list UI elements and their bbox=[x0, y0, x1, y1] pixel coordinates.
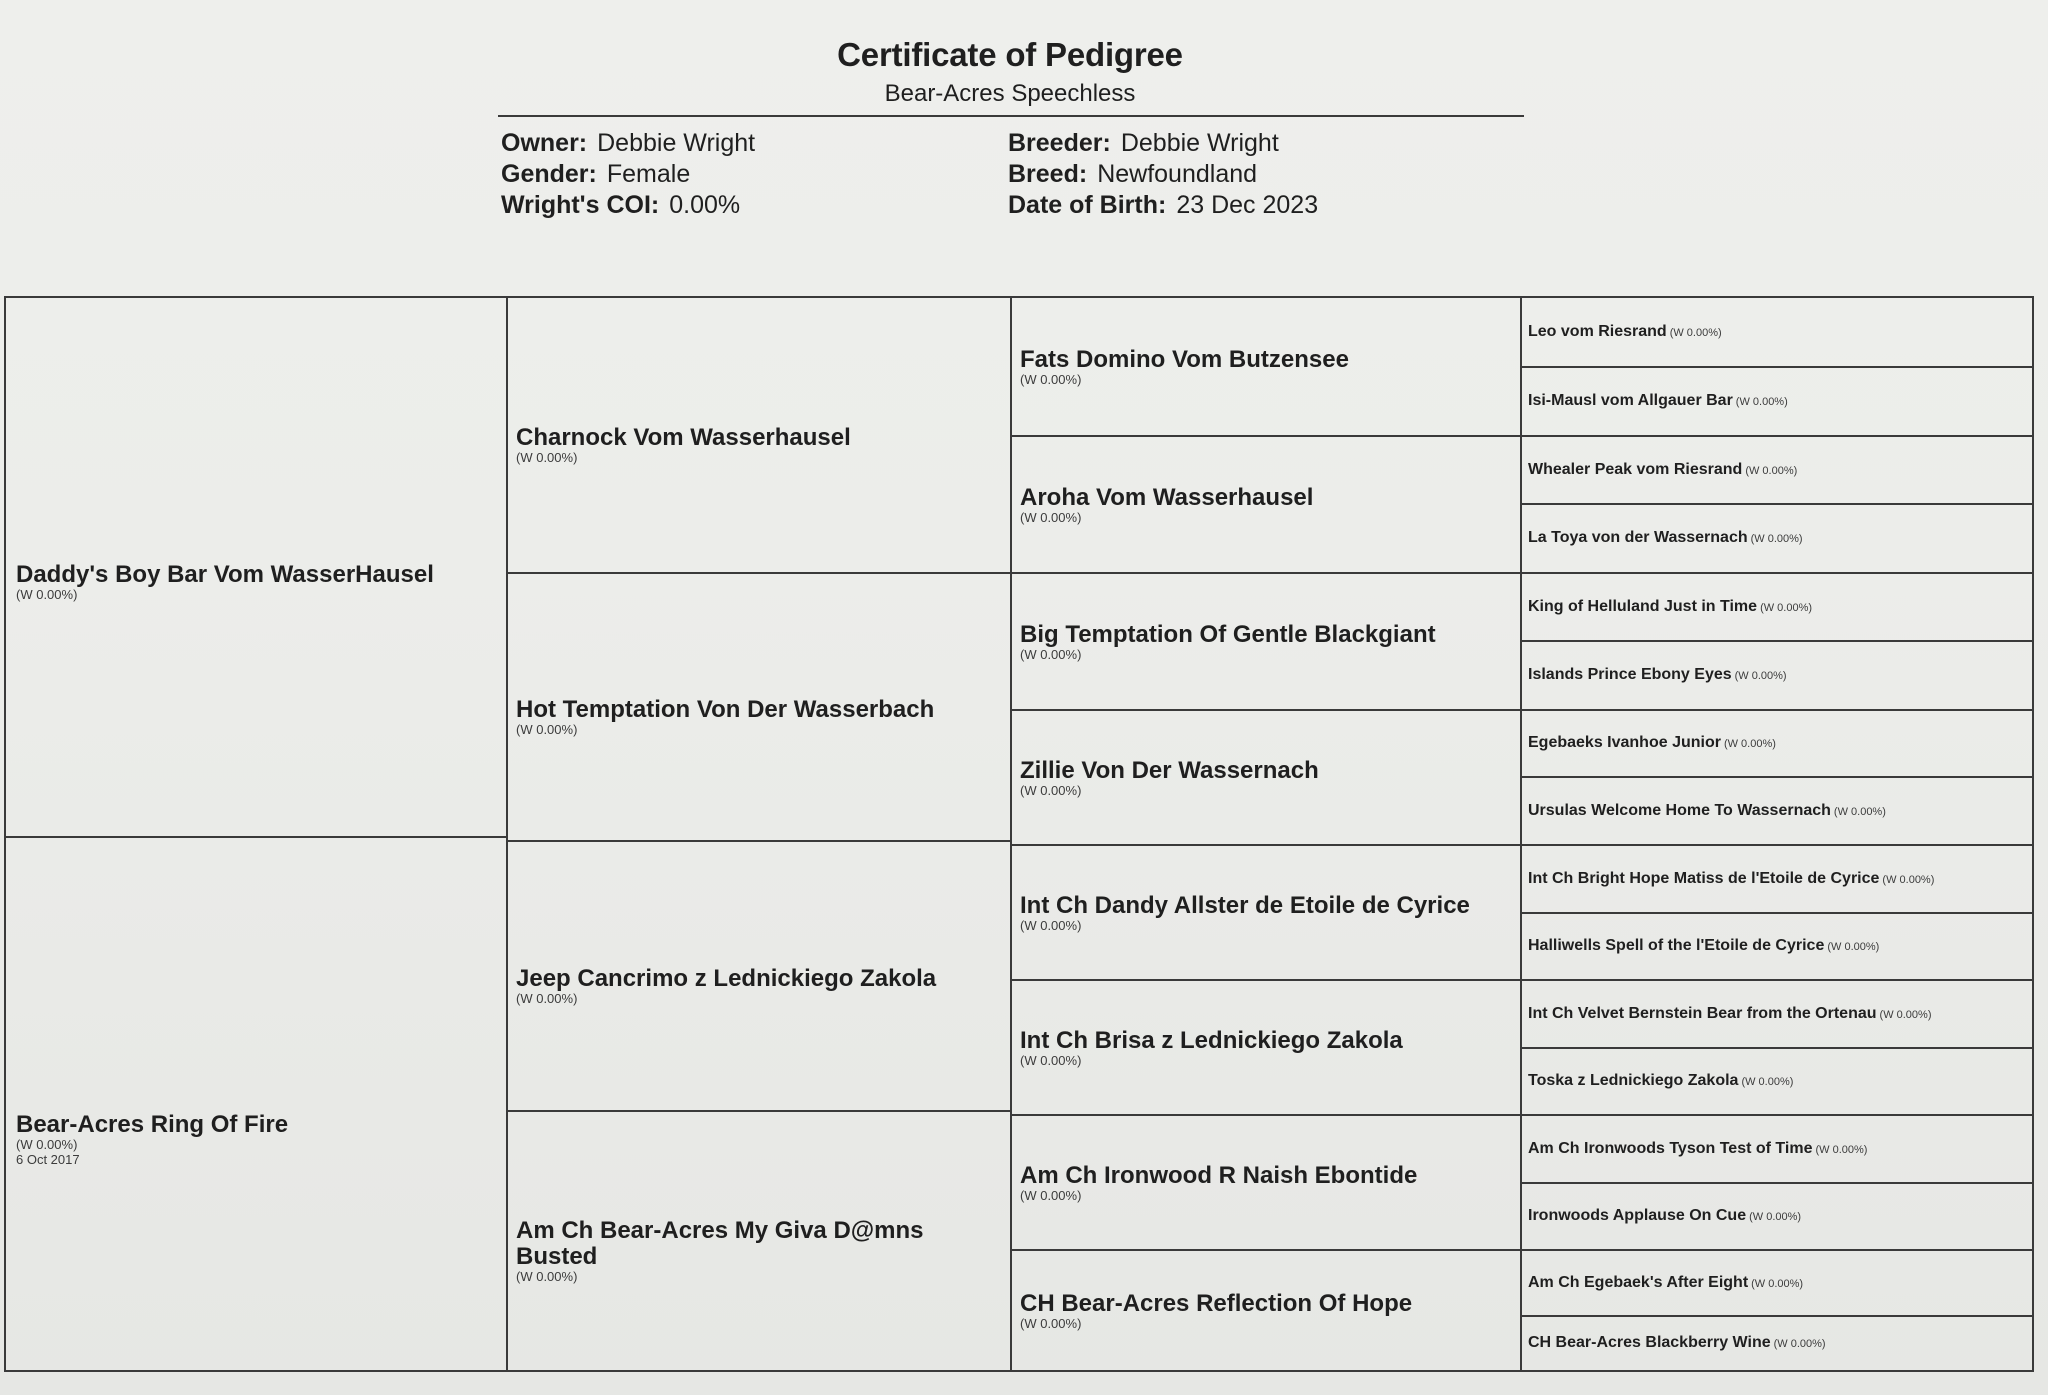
great-grandparent-coi: (W 0.00%) bbox=[1020, 782, 1082, 798]
sire-cell bbox=[6, 298, 506, 836]
great-grandparent-coi: (W 0.00%) bbox=[1020, 509, 1082, 525]
ggp-coi: (W 0.00%) bbox=[1760, 601, 1813, 614]
breed-row bbox=[1008, 159, 1318, 190]
ggp-coi: (W 0.00%) bbox=[1734, 670, 1787, 682]
ggp-name: CH Bear-Acres Blackberry Wine bbox=[1528, 1334, 1771, 1351]
ggp-name: King of Helluland Just in Time bbox=[1528, 597, 1758, 615]
ggp-name: Int Ch Velvet Bernstein Bear from the Ortenau bbox=[1528, 1004, 1877, 1022]
ggp-coi: (W 0.00%) bbox=[1815, 1143, 1868, 1156]
ggp-coi: (W 0.00%) bbox=[1723, 738, 1776, 750]
ggp-coi: (W 0.00%) bbox=[1751, 1277, 1804, 1290]
owner-value: Debbie Wright bbox=[597, 129, 756, 157]
ggp-name: Am Ch Ironwoods Tyson Test of Time bbox=[1528, 1139, 1813, 1157]
grandparent-cell bbox=[506, 1110, 1010, 1370]
ggp-cell bbox=[1520, 979, 2032, 1047]
great-grandparent-name: CH Bear-Acres Reflection Of Hope bbox=[1020, 1289, 1413, 1317]
ggp-coi: (W 0.00%) bbox=[1735, 396, 1788, 408]
grandparent-coi: (W 0.00%) bbox=[516, 1269, 578, 1284]
ggp-name: Egebaeks Ivanhoe Junior bbox=[1528, 734, 1721, 751]
great-grandparent-coi: (W 0.00%) bbox=[1020, 371, 1082, 387]
ggp-cell bbox=[1520, 844, 2032, 912]
ggp-cell bbox=[1520, 366, 2032, 435]
grandparent-cell bbox=[506, 572, 1010, 840]
great-grandparent-name: Fats Domino Vom Butzensee bbox=[1020, 345, 1349, 373]
great-grandparent-cell bbox=[1010, 844, 1520, 979]
details-right bbox=[1008, 128, 1318, 221]
pedigree-table bbox=[4, 296, 2034, 1372]
ggp-cell bbox=[1520, 912, 2032, 979]
ggp-cell bbox=[1520, 298, 2032, 366]
breeder-value: Debbie Wright bbox=[1120, 129, 1279, 157]
dam-dob: 6 Oct 2017 bbox=[16, 1151, 80, 1167]
coi-value: 0.00% bbox=[669, 191, 741, 219]
great-grandparent-coi: (W 0.00%) bbox=[1020, 1052, 1082, 1068]
ggp-coi: (W 0.00%) bbox=[1749, 1211, 1802, 1223]
owner-label: Owner: bbox=[501, 129, 588, 157]
great-grandparent-name: Int Ch Dandy Allster de Etoile de Cyrice bbox=[1020, 891, 1470, 919]
ggp-name: Halliwells Spell of the l'Etoile de Cyrice bbox=[1528, 937, 1825, 954]
ggp-cell bbox=[1520, 1114, 2032, 1182]
ggp-cell bbox=[1520, 435, 2032, 503]
dob-row bbox=[1008, 190, 1318, 221]
dam-coi: (W 0.00%) bbox=[16, 1136, 78, 1152]
great-grandparent-cell bbox=[1010, 435, 1520, 572]
coi-row bbox=[501, 190, 755, 221]
great-grandparent-cell bbox=[1010, 1249, 1520, 1370]
ggp-coi: (W 0.00%) bbox=[1773, 1338, 1826, 1350]
grandparent-name: Jeep Cancrimo z Lednickiego Zakola bbox=[516, 965, 937, 992]
grandparent-name: Hot Temptation Von Der Wasserbach bbox=[516, 696, 935, 723]
ggp-name: Am Ch Egebaek's After Eight bbox=[1528, 1273, 1749, 1291]
ggp-name: La Toya von der Wassernach bbox=[1528, 529, 1748, 546]
great-grandparent-coi: (W 0.00%) bbox=[1020, 646, 1082, 662]
great-grandparent-cell bbox=[1010, 979, 1520, 1114]
grandparent-coi: (W 0.00%) bbox=[516, 450, 578, 465]
grandparent-coi: (W 0.00%) bbox=[516, 722, 578, 737]
great-grandparent-coi: (W 0.00%) bbox=[1020, 1315, 1082, 1331]
ggp-coi: (W 0.00%) bbox=[1827, 941, 1880, 953]
ggp-name: Leo vom Riesrand bbox=[1528, 322, 1667, 340]
gender-label: Gender: bbox=[501, 160, 597, 188]
ggp-name: Ursulas Welcome Home To Wassernach bbox=[1528, 801, 1831, 819]
ggp-name: Ironwoods Applause On Cue bbox=[1528, 1207, 1747, 1224]
sire-name: Daddy's Boy Bar Vom WasserHausel bbox=[16, 561, 434, 588]
ggp-coi: (W 0.00%) bbox=[1879, 1008, 1932, 1021]
breeder-row bbox=[1008, 128, 1318, 159]
grandparent-name: Am Ch Bear-Acres My Giva D@mns Busted bbox=[516, 1217, 924, 1270]
ggp-coi: (W 0.00%) bbox=[1750, 533, 1803, 545]
dam-name: Bear-Acres Ring Of Fire bbox=[16, 1110, 289, 1138]
breed-label: Breed: bbox=[1008, 160, 1088, 188]
grandparent-cell bbox=[506, 298, 1010, 572]
dam-cell bbox=[6, 836, 506, 1370]
great-grandparent-name: Int Ch Brisa z Lednickiego Zakola bbox=[1020, 1026, 1403, 1054]
breed-value: Newfoundland bbox=[1097, 160, 1258, 188]
ggp-name: Isi-Mausl vom Allgauer Bar bbox=[1528, 392, 1733, 409]
ggp-coi: (W 0.00%) bbox=[1669, 326, 1722, 339]
grandparent-coi: (W 0.00%) bbox=[516, 991, 578, 1006]
sire-coi: (W 0.00%) bbox=[16, 587, 78, 602]
ggp-coi: (W 0.00%) bbox=[1833, 805, 1886, 818]
ggp-cell bbox=[1520, 572, 2032, 640]
ggp-cell bbox=[1520, 1249, 2032, 1315]
coi-label: Wright's COI: bbox=[501, 191, 660, 219]
great-grandparents-column bbox=[1010, 298, 1522, 1370]
great-grandparent-cell bbox=[1010, 572, 1520, 709]
ggp-cell bbox=[1520, 1047, 2032, 1114]
ggp-cell bbox=[1520, 640, 2032, 709]
grandparents-column bbox=[506, 298, 1012, 1370]
grandparent-cell bbox=[506, 840, 1010, 1110]
great-great-grandparents-column bbox=[1520, 298, 2032, 1370]
owner-row bbox=[501, 128, 755, 159]
ggp-cell bbox=[1520, 1315, 2032, 1370]
parents-column bbox=[6, 298, 508, 1370]
gender-row bbox=[501, 159, 755, 190]
details-left bbox=[501, 128, 755, 221]
great-grandparent-name: Am Ch Ironwood R Naish Ebontide bbox=[1020, 1161, 1418, 1189]
dob-label: Date of Birth: bbox=[1008, 191, 1167, 219]
dob-value: 23 Dec 2023 bbox=[1176, 191, 1319, 219]
ggp-coi: (W 0.00%) bbox=[1741, 1076, 1794, 1088]
ggp-cell bbox=[1520, 776, 2032, 844]
great-grandparent-name: Aroha Vom Wasserhausel bbox=[1020, 483, 1314, 511]
ggp-name: Int Ch Bright Hope Matiss de l'Etoile de Cyrice bbox=[1528, 869, 1880, 887]
grandparent-name: Charnock Vom Wasserhausel bbox=[516, 424, 851, 451]
dog-name: Bear-Acres Speechless bbox=[884, 80, 1136, 107]
great-grandparent-name: Zillie Von Der Wassernach bbox=[1020, 756, 1319, 784]
great-grandparent-name: Big Temptation Of Gentle Blackgiant bbox=[1020, 620, 1436, 648]
certificate-title: Certificate of Pedigree bbox=[837, 36, 1183, 73]
ggp-name: Islands Prince Ebony Eyes bbox=[1528, 666, 1732, 683]
gender-value: Female bbox=[606, 160, 691, 188]
ggp-coi: (W 0.00%) bbox=[1882, 873, 1935, 886]
ggp-name: Toska z Lednickiego Zakola bbox=[1528, 1072, 1739, 1089]
title-divider bbox=[498, 115, 1524, 117]
great-grandparent-coi: (W 0.00%) bbox=[1020, 1187, 1082, 1203]
great-grandparent-cell bbox=[1010, 298, 1520, 435]
ggp-name: Whealer Peak vom Riesrand bbox=[1528, 460, 1743, 478]
ggp-cell bbox=[1520, 503, 2032, 572]
great-grandparent-cell bbox=[1010, 709, 1520, 844]
ggp-cell bbox=[1520, 1182, 2032, 1249]
ggp-cell bbox=[1520, 709, 2032, 776]
great-grandparent-coi: (W 0.00%) bbox=[1020, 917, 1082, 933]
great-grandparent-cell bbox=[1010, 1114, 1520, 1249]
certificate-header bbox=[0, 0, 2048, 290]
ggp-coi: (W 0.00%) bbox=[1745, 464, 1798, 477]
breeder-label: Breeder: bbox=[1008, 129, 1111, 157]
